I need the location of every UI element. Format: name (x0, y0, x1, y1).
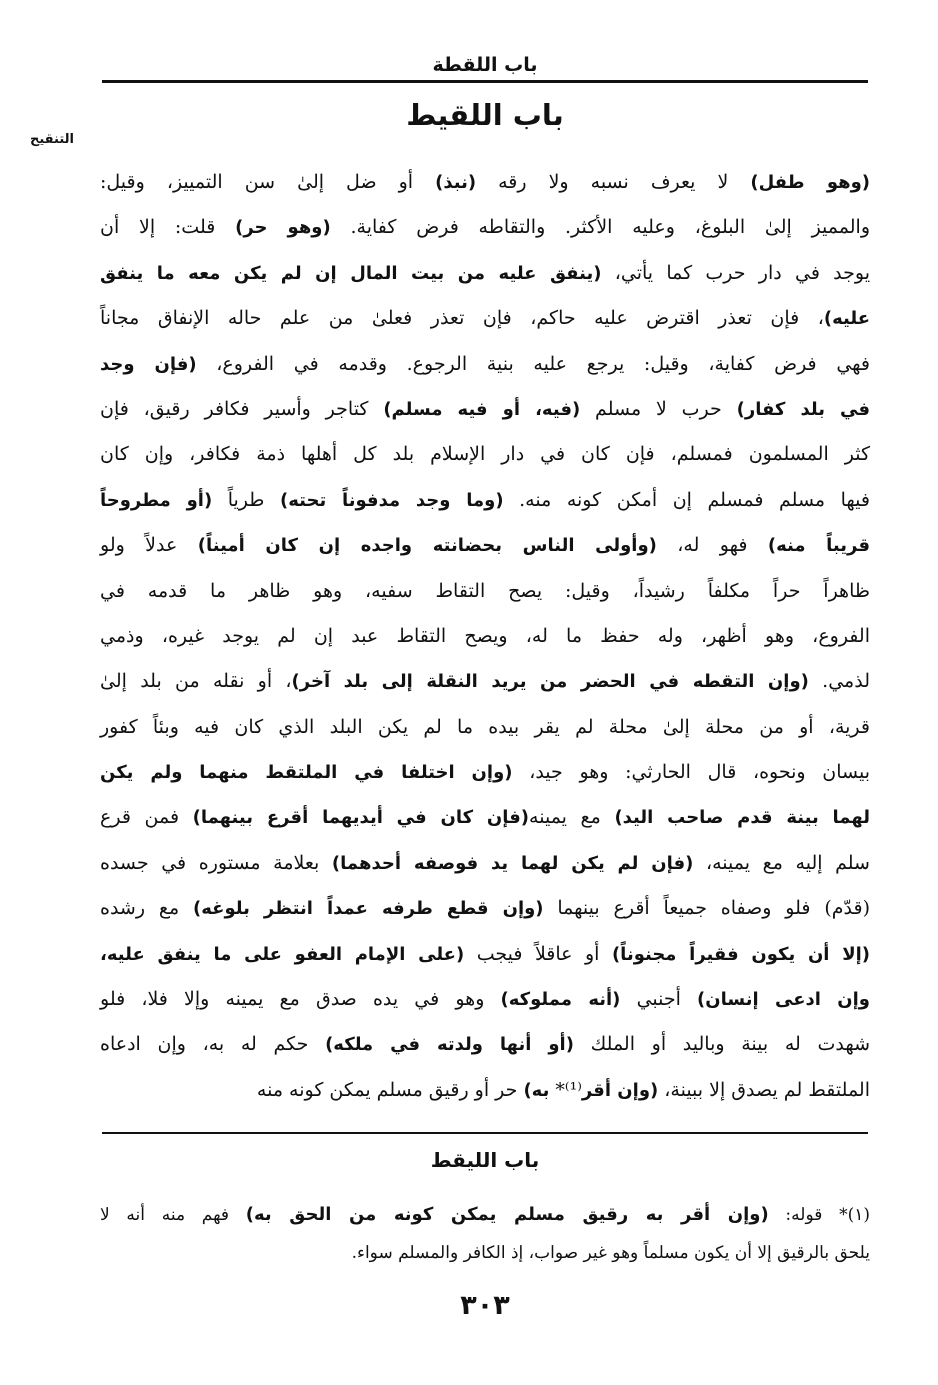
body-line (100, 795, 870, 840)
bold-text-segment: لهما بينة قدم صاحب اليد) (614, 807, 870, 829)
body-text (100, 160, 870, 1113)
text-segment: عدلاً ولو (100, 534, 198, 557)
text-segment: ⁽¹⁾* (549, 1078, 582, 1101)
text-segment: بعلامة مستوره في جسده (100, 851, 332, 874)
text-segment: حر أو رقيق مسلم يمكن كونه منه (256, 1078, 524, 1101)
bold-text-segment: وإن ادعى إنسان) (697, 989, 870, 1011)
body-line (100, 841, 870, 886)
page-number: ٣٠٣ (460, 1290, 510, 1321)
text-segment: فهو له، (656, 534, 768, 557)
text-segment: يلحق بالرقيق إلا أن يكون مسلماً وهو غير صواب، إذ الكافر والمسلم سواء. (351, 1243, 870, 1263)
bold-text-segment: (على الإمام العفو على ما ينفق عليه، (100, 943, 465, 965)
bold-text-segment: (وما وجد مدفوناً تحته) (279, 489, 504, 511)
text-segment: ، أو نقله من بلد إلىٰ (100, 670, 292, 693)
text-segment: فمن قرع (100, 806, 193, 829)
bold-text-segment: (فإن كان في أيديهما أقرع بينهما) (192, 807, 530, 829)
body-line (100, 205, 870, 250)
body-line (100, 932, 870, 977)
text-segment: قلت: إلا أن (100, 216, 236, 239)
footnote (100, 1196, 870, 1272)
text-segment: كتاجر وأسير فكافر رقيق، فإن (100, 397, 384, 420)
text-segment: ظاهراً حراً مكلفاً رشيداً، وقيل: يصح التقاط سفيه، وهو ظاهر ما قدمه في (100, 579, 870, 602)
chapter-title: باب اللقيط (406, 98, 564, 132)
body-line (100, 977, 870, 1022)
bold-text-segment: (وإن اختلفا في الملتقط منهما ولم يكن (100, 762, 513, 784)
text-segment: لذمي. (808, 670, 870, 693)
body-line (100, 478, 870, 523)
text-segment: الفروع، وهو أظهر، وله حفظ ما له، ويصح التقاط عبد إن لم يوجد غيره، وذمي (100, 624, 870, 647)
body-line (100, 750, 870, 795)
text-segment: بيسان ونحوه، قال الحارثي: وهو جيد، (512, 761, 870, 784)
text-segment: (قدّم) فلو وصفاه جميعاً أقرع بينهما (543, 897, 870, 920)
footnote-line (100, 1196, 870, 1234)
bold-text-segment: (وإن أقر (581, 1079, 659, 1101)
body-line (100, 1022, 870, 1067)
bold-text-segment: (أو مطروحاً (100, 489, 213, 511)
text-segment: أجنبي (620, 988, 698, 1011)
body-line (100, 705, 870, 750)
body-line (100, 160, 870, 205)
body-line (100, 523, 870, 568)
bold-text-segment: (فإن لم يكن لهما يد فوصفه أحدهما) (331, 852, 694, 874)
text-segment: يوجد في دار حرب كما يأتي، (601, 261, 870, 284)
text-segment: والمميز إلىٰ البلوغ، وعليه الأكثر. والتقاطه فرض كفاية. (330, 216, 870, 239)
bold-text-segment: قريباً منه) (767, 535, 870, 557)
bold-text-segment: (وهو حر) (235, 217, 331, 239)
text-segment: (١)* قوله: (768, 1205, 870, 1225)
body-line (100, 659, 870, 704)
text-segment: لا يعرف نسبه ولا رقه (476, 171, 751, 193)
footnote-line (100, 1234, 870, 1272)
bold-text-segment: (وإن أقر به رقيق مسلم يمكن كونه من الحق به) (245, 1204, 769, 1225)
header-rule (102, 80, 868, 83)
text-segment: سلم إليه مع يمينه، (693, 851, 870, 874)
bold-text-segment: (وأولى الناس بحضانته واجده إن كان أميناً) (197, 535, 657, 557)
text-segment: مع رشده (100, 897, 193, 920)
bold-text-segment: (فإن وجد (100, 353, 197, 375)
bold-text-segment: (أنه مملوكه) (500, 989, 621, 1011)
text-segment: أو عاقلاً فيجب (464, 942, 612, 965)
text-segment: فهم منه أنه لا (100, 1205, 246, 1225)
text-segment: شهدت له بينة وباليد أو الملك (573, 1033, 871, 1056)
body-line (100, 342, 870, 387)
body-line (100, 1068, 870, 1113)
body-line (100, 432, 870, 477)
bold-text-segment: (إلا أن يكون فقيراً مجنوناً) (611, 943, 871, 965)
footnote-rule (102, 1132, 868, 1134)
text-segment: ، فإن تعذر اقترض عليه حاكم، فإن تعذر فعلىٰ من علم حاله الإنفاق مجاناً (100, 307, 824, 330)
text-segment: طرياً (212, 488, 280, 511)
text-segment: مع يمينه (529, 806, 615, 829)
body-line (100, 387, 870, 432)
text-segment: الملتقط لم يصدق إلا ببينة، (658, 1078, 870, 1101)
bold-text-segment: (ينفق عليه من بيت المال إن لم يكن معه ما ينفق (100, 262, 602, 284)
bold-text-segment: عليه) (823, 308, 870, 330)
text-segment: فيها مسلم فمسلم إن أمكن كونه منه. (503, 488, 870, 511)
footnote-heading: باب الليقط (430, 1148, 540, 1172)
bold-text-segment: (وإن التقطه في الحضر من يريد النقلة إلى بلد آخر) (291, 671, 809, 693)
text-segment: وهو في يده صدق مع يمينه وإلا فلا، فلو (100, 988, 501, 1011)
body-line (100, 569, 870, 614)
body-line (100, 296, 870, 341)
bold-text-segment: به) (523, 1079, 550, 1101)
bold-text-segment: (نبذ) (435, 172, 477, 193)
body-line (100, 886, 870, 931)
side-label: التنقيح (30, 132, 74, 147)
bold-text-segment: (وهو طفل) (750, 172, 871, 193)
bold-text-segment: (أو أنها ولدته في ملكه) (325, 1034, 574, 1056)
text-segment: قرية، أو من محلة إلىٰ محلة لم يقر بيده ما لم يكن البلد الذي كان فيه وبئاً كفور (100, 715, 870, 738)
text-segment: فهي فرض كفاية، وقيل: يرجع عليه بنية الرجوع. وقدمه في الفروع، (196, 352, 870, 375)
body-line (100, 614, 870, 659)
body-line (100, 251, 870, 296)
text-segment: حكم له به، وإن ادعاه (100, 1033, 326, 1056)
text-segment: كثر المسلمون فمسلم، فإن كان في دار الإسلام بلد كل أهلها ذمة فكافر، وإن كان (100, 443, 870, 466)
running-header: باب اللقطة (432, 54, 538, 76)
bold-text-segment: (وإن قطع طرفه عمداً انتظر بلوغه) (193, 898, 544, 920)
bold-text-segment: (فيه، أو فيه مسلم) (383, 398, 581, 420)
text-segment: حرب لا مسلم (580, 397, 737, 420)
text-segment: أو ضل إلىٰ سن التمييز، وقيل: (100, 171, 436, 193)
bold-text-segment: في بلد كفار) (736, 398, 871, 420)
